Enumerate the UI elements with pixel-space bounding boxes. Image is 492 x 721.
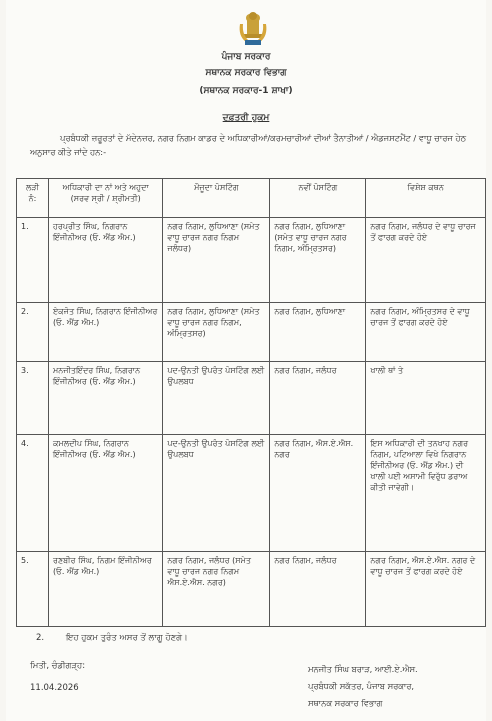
cell-new: ਨਗਰ ਨਿਗਮ, ਜਲੰਧਰ [270, 362, 366, 435]
signatory-title: ਪ੍ਰਬੰਧਕੀ ਸਕੱਤਰ, ਪੰਜਾਬ ਸਰਕਾਰ, [308, 681, 415, 691]
signatory-department: ਸਥਾਨਕ ਸਰਕਾਰ ਵਿਭਾਗ [308, 698, 383, 708]
col-header-name-line1: ਅਧਿਕਾਰੀ ਦਾ ਨਾਂ ਅਤੇ ਅਹੁਦਾ [62, 183, 149, 192]
cell-sr: 5. [17, 552, 49, 627]
cell-remarks: ਨਗਰ ਨਿਗਮ, ਜਲੰਧਰ ਦੇ ਵਾਧੂ ਚਾਰਜ ਤੋਂ ਫਾਰਗ ਕਰਦੇ ਹੋਏ [366, 218, 486, 303]
cell-name: ਏਕਜੋਤ ਸਿੰਘ, ਨਿਗਰਾਨ ਇੰਜੀਨੀਅਰ (ਓ. ਐਂਡ ਐਮ.) [48, 303, 162, 362]
table-row [17, 552, 486, 627]
cell-new: ਨਗਰ ਨਿਗਮ, ਲੁਧਿਆਣਾ (ਸਮੇਤ ਵਾਧੂ ਚਾਰਜ ਨਗਰ ਨਿਗਮ, ਅੰਮ੍ਰਿਤਸਰ) [270, 218, 366, 303]
order-title: ਦਫ਼ਤਰੀ ਹੁਕਮ [222, 113, 270, 123]
signatory-name: ਮਨਜੀਤ ਸਿੰਘ ਬਰਾੜ, ਆਈ.ਏ.ਐਸ. [308, 664, 418, 674]
header-government: ਪੰਜਾਬ ਸਰਕਾਰ [221, 52, 271, 62]
col-header-current: ਮੌਜੂਦਾ ਪੋਸਟਿੰਗ [163, 179, 270, 218]
document-page [6, 0, 486, 721]
cell-remarks: ਨਗਰ ਨਿਗਮ, ਐਸ.ਏ.ਐਸ. ਨਗਰ ਦੇ ਵਾਧੂ ਚਾਰਜ ਤੋਂ ਫਾਰਗ ਕਰਦੇ ਹੋਏ [366, 552, 486, 627]
col-header-name-line2: (ਸਰਵ ਸ੍ਰੀ / ਸ਼੍ਰੀਮਤੀ) [70, 194, 141, 203]
cell-new: ਨਗਰ ਨਿਗਮ, ਜਲੰਧਰ [270, 552, 366, 627]
header-department: ਸਥਾਨਕ ਸਰਕਾਰ ਵਿਭਾਗ [205, 68, 287, 78]
table-row [17, 362, 486, 435]
cell-name: ਹਰਪ੍ਰੀਤ ਸਿੰਘ, ਨਿਗਰਾਨ ਇੰਜੀਨੀਅਰ (ਓ. ਐਂਡ ਐਮ.) [48, 218, 162, 303]
header-branch: (ਸਥਾਨਕ ਸਰਕਾਰ-1 ਸ਼ਾਖਾ) [199, 86, 293, 96]
clause-text: ਇਹ ਹੁਕਮ ਤੁਰੰਤ ਅਸਰ ਤੋਂ ਲਾਗੂ ਹੋਣਗੇ। [66, 633, 188, 643]
cell-remarks: ਨਗਰ ਨਿਗਮ, ਅੰਮ੍ਰਿਤਸਰ ਦੇ ਵਾਧੂ ਚਾਰਜ ਤੋਂ ਫਾਰਗ ਕਰਦੇ ਹੋਏ [366, 303, 486, 362]
cell-remarks: ਇਸ ਅਧਿਕਾਰੀ ਦੀ ਤਨਖਾਹ ਨਗਰ ਨਿਗਮ, ਪਟਿਆਲਾ ਵਿਖੇ ਨਿਗਰਾਨ ਇੰਜੀਨੀਅਰ (ਓ. ਐਂਡ ਐਮ.) ਦੀ ਖਾਲੀ ਪਈ ਅਸਾਮੀ ਵਿਰੁੱਧ ਡਰਾਅ ਕੀਤੀ ਜਾਵੇਗੀ। [366, 435, 486, 552]
col-header-new: ਨਵੀਂ ਪੋਸਟਿੰਗ [270, 179, 366, 218]
cell-remarks: ਖਾਲੀ ਥਾਂ ਤੇ [366, 362, 486, 435]
cell-current: ਪਦ-ਉਨਤੀ ਉਪਰੰਤ ਪੋਸਟਿੰਗ ਲਈ ਉਪਲਬਧ [163, 435, 270, 552]
cell-name: ਕਮਲਦੀਪ ਸਿੰਘ, ਨਿਗਰਾਨ ਇੰਜੀਨੀਅਰ (ਓ. ਐਂਡ ਐਮ.) [48, 435, 162, 552]
cell-sr: 2. [17, 303, 49, 362]
government-emblem [236, 6, 270, 48]
cell-sr: 3. [17, 362, 49, 435]
cell-new: ਨਗਰ ਨਿਗਮ, ਐਸ.ਏ.ਐਸ. ਨਗਰ [270, 435, 366, 552]
intro-paragraph: ਪ੍ਰਬੰਧਕੀ ਜ਼ਰੂਰਤਾਂ ਦੇ ਮੱਦੇਨਜ਼ਰ, ਨਗਰ ਨਿਗਮ ਕਾਡਰ ਦੇ ਅਧਿਕਾਰੀਆਂ/ਕਰਮਚਾਰੀਆਂ ਦੀਆਂ ਤੈਨਾਤੀਆਂ / ਐਡਜਸਟਮੈਂਟ / ਵਾਧੂ ਚਾਰਜ ਹੇਠ ਅਨੁਸਾਰ ਕੀਤੇ ਜਾਂਦੇ ਹਨ:- [30, 133, 466, 157]
table-row [17, 435, 486, 552]
table-row [17, 218, 486, 303]
col-header-sr-line1: ਲੜੀ [25, 183, 40, 192]
cell-name: ਰਣਬੀਰ ਸਿੰਘ, ਨਿਗਮ ਇੰਜੀਨੀਅਰ (ਓ. ਐਂਡ ਐਮ.) [48, 552, 162, 627]
col-header-sr [17, 179, 49, 218]
cell-current: ਪਦ-ਉਨਤੀ ਉਪਰੰਤ ਪੋਸਟਿੰਗ ਲਈ ਉਪਲਬਧ [163, 362, 270, 435]
col-header-name [48, 179, 162, 218]
cell-current: ਨਗਰ ਨਿਗਮ, ਲੁਧਿਆਣਾ (ਸਮੇਤ ਵਾਧੂ ਚਾਰਜ ਨਗਰ ਨਿਗਮ, ਅੰਮ੍ਰਿਤਸਰ) [163, 303, 270, 362]
cell-sr: 1. [17, 218, 49, 303]
clause-number: 2. [36, 633, 45, 643]
cell-new: ਨਗਰ ਨਿਗਮ, ਲੁਧਿਆਣਾ [270, 303, 366, 362]
col-header-remarks: ਵਿਸ਼ੇਸ਼ ਕਥਨ [366, 179, 486, 218]
table-header-row [17, 179, 486, 218]
place-label: ਮਿਤੀ, ਚੰਡੀਗੜ੍ਹ: [30, 661, 86, 671]
order-date: 11.04.2026 [30, 683, 79, 693]
table-row [17, 303, 486, 362]
cell-current: ਨਗਰ ਨਿਗਮ, ਜਲੰਧਰ (ਸਮੇਤ ਵਾਧੂ ਚਾਰਜ ਨਗਰ ਨਿਗਮ ਐਸ.ਏ.ਐਸ. ਨਗਰ) [163, 552, 270, 627]
signature-block [308, 661, 483, 712]
cell-name: ਮਨਜੀਤਇੰਦਰ ਸਿੰਘ, ਨਿਗਰਾਨ ਇੰਜੀਨੀਅਰ (ਓ. ਐਂਡ ਐਮ.) [48, 362, 162, 435]
cell-current: ਨਗਰ ਨਿਗਮ, ਲੁਧਿਆਣਾ (ਸਮੇਤ ਵਾਧੂ ਚਾਰਜ ਨਗਰ ਨਿਗਮ ਜਲੰਧਰ) [163, 218, 270, 303]
col-header-sr-line2: ਨੰ: [28, 194, 37, 203]
postings-table [16, 178, 486, 627]
cell-sr: 4. [17, 435, 49, 552]
